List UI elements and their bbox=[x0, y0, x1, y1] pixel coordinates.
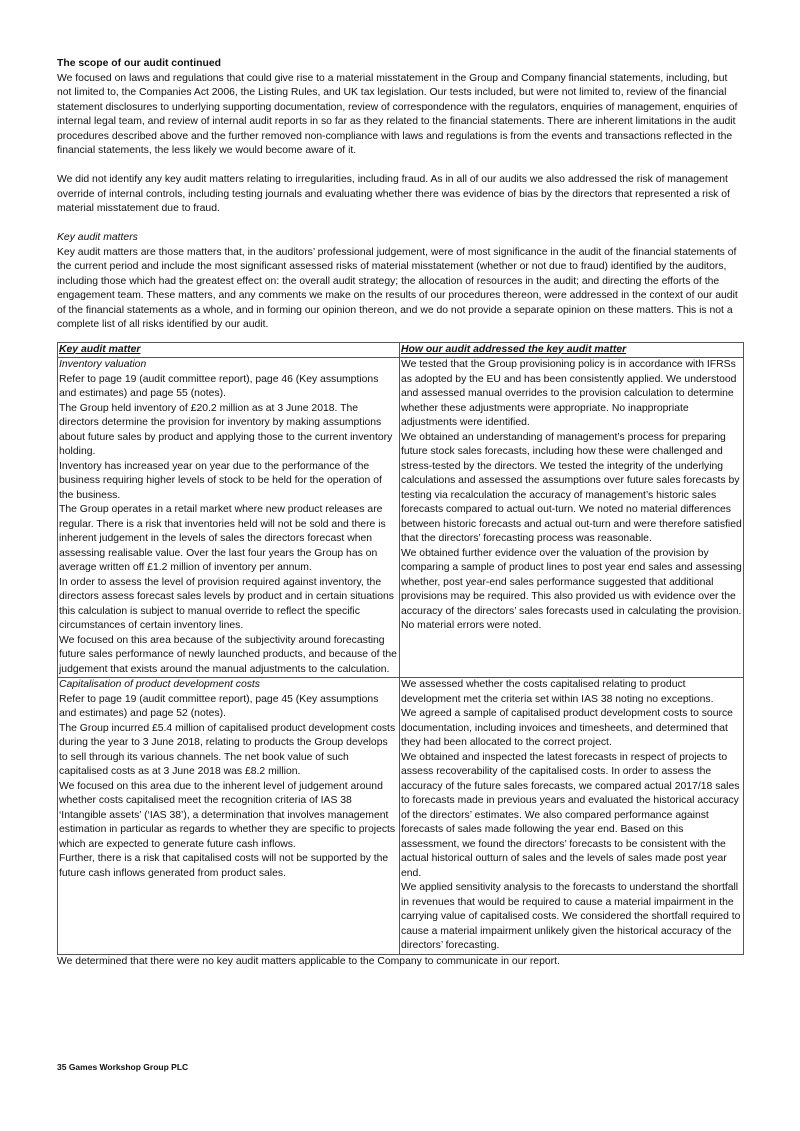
spacer bbox=[57, 217, 743, 232]
table-header-row bbox=[58, 342, 744, 358]
intro-paragraph-2: We did not identify any key audit matters relating to irregularities, including fraud. As in all of our audits we also addressed the risk of management override of internal controls, including testing journals and evaluating whether there was evidence of bias by the directors that represented a risk of material misstatement due to fraud. bbox=[57, 174, 730, 214]
matter-cell bbox=[58, 358, 400, 678]
header-key-audit-matter: Key audit matter bbox=[58, 342, 400, 358]
matter-text: Inventory has increased year on year due to the performance of the business requiring higher levels of stock to be held for the operation of the business. bbox=[59, 460, 382, 501]
matter-text: Further, there is a risk that capitalised costs will not be supported by the future cash inflows generated from product sales. bbox=[59, 853, 389, 879]
matter-text: Refer to page 19 (audit committee report), page 46 (Key assumptions and estimates) and page 55 (notes). bbox=[59, 373, 379, 399]
matter-text: We focused on this area due to the inherent level of judgement around whether costs capitalised meet the recognition criteria of IAS 38 ‘Intangible assets’ (‘IAS 38’), a determination that involves management estimation in particular as regards to whether they are specific to projects which are expected to generate future cash inflows. bbox=[59, 780, 396, 850]
header-how-addressed: How our audit addressed the key audit matter bbox=[400, 342, 744, 358]
response-text: We obtained an understanding of management’s process for preparing future stock sales forecasts, including how these were challenged and stress-tested by the directors. We tested the integrity of the underlying calculations and assessed the assumptions over future sales forecasts by testing via recalculation the accuracy of management’s historic sales forecasts compared to actual out-turn. We noted no material differences between historic forecasts and actual out-turn and were therefore satisfied that the directors’ forecasting process was reasonable. bbox=[401, 431, 742, 544]
response-text: We applied sensitivity analysis to the forecasts to understand the shortfall in revenues that would be required to cause a material impairment in the carrying value of capitalised costs. We considered the shortfall required to cause a material impairment unlikely given the historical accuracy of the directors’ forecasting. bbox=[401, 882, 741, 951]
matter-title: Capitalisation of product development costs bbox=[59, 679, 260, 690]
response-text: We obtained further evidence over the valuation of the provision by comparing a sample of product lines to post year end sales and assessing whether, post year-end sales performance suggested that additional provisions may be required. This also provided us with evidence over the accuracy of the directors’ sales forecasts used in calculating the provision. No material errors were noted. bbox=[401, 547, 742, 631]
matter-cell bbox=[58, 678, 400, 955]
response-text: We tested that the Group provisioning policy is in accordance with IFRSs as adopted by the EU and has been consistently applied. We understood and assessed manual overrides to the provision calculation to determine whether these adjustments were appropriate. No inappropriate adjustments were identified. bbox=[401, 359, 737, 428]
matter-text: The Group operates in a retail market where new product releases are regular. There is a risk that inventories held will not be sold and there is inherent judgement in the levels of sales the directors forecast when assessing realisable value. Over the last four years the Group has on average written off £1.2 million of inventory per annum. bbox=[59, 504, 386, 573]
kam-heading: Key audit matters bbox=[57, 232, 138, 243]
closing-statement: We determined that there were no key audit matters applicable to the Company to communicate in our report. bbox=[57, 955, 560, 967]
table-row bbox=[58, 358, 744, 678]
response-text: We agreed a sample of capitalised product development costs to source documentation, including invoices and timesheets, and determined that they had been allocated to the correct project. bbox=[401, 708, 733, 748]
response-text: We obtained and inspected the latest forecasts in respect of projects to assess recoverability of the capitalised costs. In order to assess the accuracy of the future sales forecasts, we compared actual 2017/18 sales to forecasts made in previous years and evaluated the historical accuracy of the directors’ estimates. We also compared performance against forecasts of sales made following the year end. Based on this assessment, we found the directors’ forecasts to be consistent with the actual historical outturn of sales and the levels of sales made post year end. bbox=[401, 751, 740, 879]
response-text: We assessed whether the costs capitalised relating to product development met the criteria set within IAS 38 noting no exceptions. bbox=[401, 679, 714, 705]
matter-text: The Group incurred £5.4 million of capitalised product development costs during the year to 3 June 2018, relating to products the Group develops to sell through its various channels. The net book value of such capitalised costs as at 3 June 2018 was £8.2 million. bbox=[59, 722, 396, 777]
response-cell bbox=[400, 358, 744, 678]
report-page bbox=[57, 57, 743, 969]
page-footer: 35 Games Workshop Group PLC bbox=[57, 1062, 189, 1072]
matter-text: Refer to page 19 (audit committee report), page 45 (Key assumptions and estimates) and page 52 (notes). bbox=[59, 693, 379, 719]
kam-paragraph: Key audit matters are those matters that, in the auditors’ professional judgement, were of most significance in the audit of the financial statements of the current period and include the most significant assessed risks of material misstatement (whether or not due to fraud) identified by the auditors, including those which had the greatest effect on: the overall audit strategy; the allocation of resources in the audit; and directing the efforts of the engagement team. These matters, and any comments we make on the results of our procedures thereon, were addressed in the context of our audit of the financial statements as a whole, and in forming our opinion thereon, and we do not provide a separate opinion on these matters. This is not a complete list of all risks identified by our audit. bbox=[57, 246, 738, 330]
matter-text: The Group held inventory of £20.2 million as at 3 June 2018. The directors determine the provision for inventory by making assumptions about future sales by product and applying those to the current inventory holding. bbox=[59, 402, 393, 457]
matter-title: Inventory valuation bbox=[59, 359, 147, 370]
spacer bbox=[57, 159, 743, 174]
section-heading: The scope of our audit continued bbox=[57, 58, 221, 69]
matter-text: In order to assess the level of provision required against inventory, the directors assess forecast sales levels by product and in certain situations this calculation is subject to manual override to reflect the specific circumstances of certain inventory lines. bbox=[59, 576, 394, 631]
intro-paragraph-1: We focused on laws and regulations that could give rise to a material misstatement in the Group and Company financial statements, including, but not limited to, the Companies Act 2006, the Listing Rules, and UK tax legislation. Our tests included, but were not limited to, review of the financial statement disclosures to underlying supporting documentation, review of correspondence with the regulators, enquiries of management, enquiries of internal legal team, and review of internal audit reports in so far as they related to the financial statements. There are inherent limitations in the audit procedures described above and the further removed non-compliance with laws and regulations is from the events and transactions reflected in the financial statements, the less likely we would become aware of it. bbox=[57, 72, 738, 156]
key-audit-matters-table bbox=[57, 342, 744, 955]
response-cell bbox=[400, 678, 744, 955]
matter-text: We focused on this area because of the subjectivity around forecasting future sales performance of newly launched products, and because of the judgement that exists around the manual adjustments to the calculation. bbox=[59, 634, 397, 675]
table-row bbox=[58, 678, 744, 955]
